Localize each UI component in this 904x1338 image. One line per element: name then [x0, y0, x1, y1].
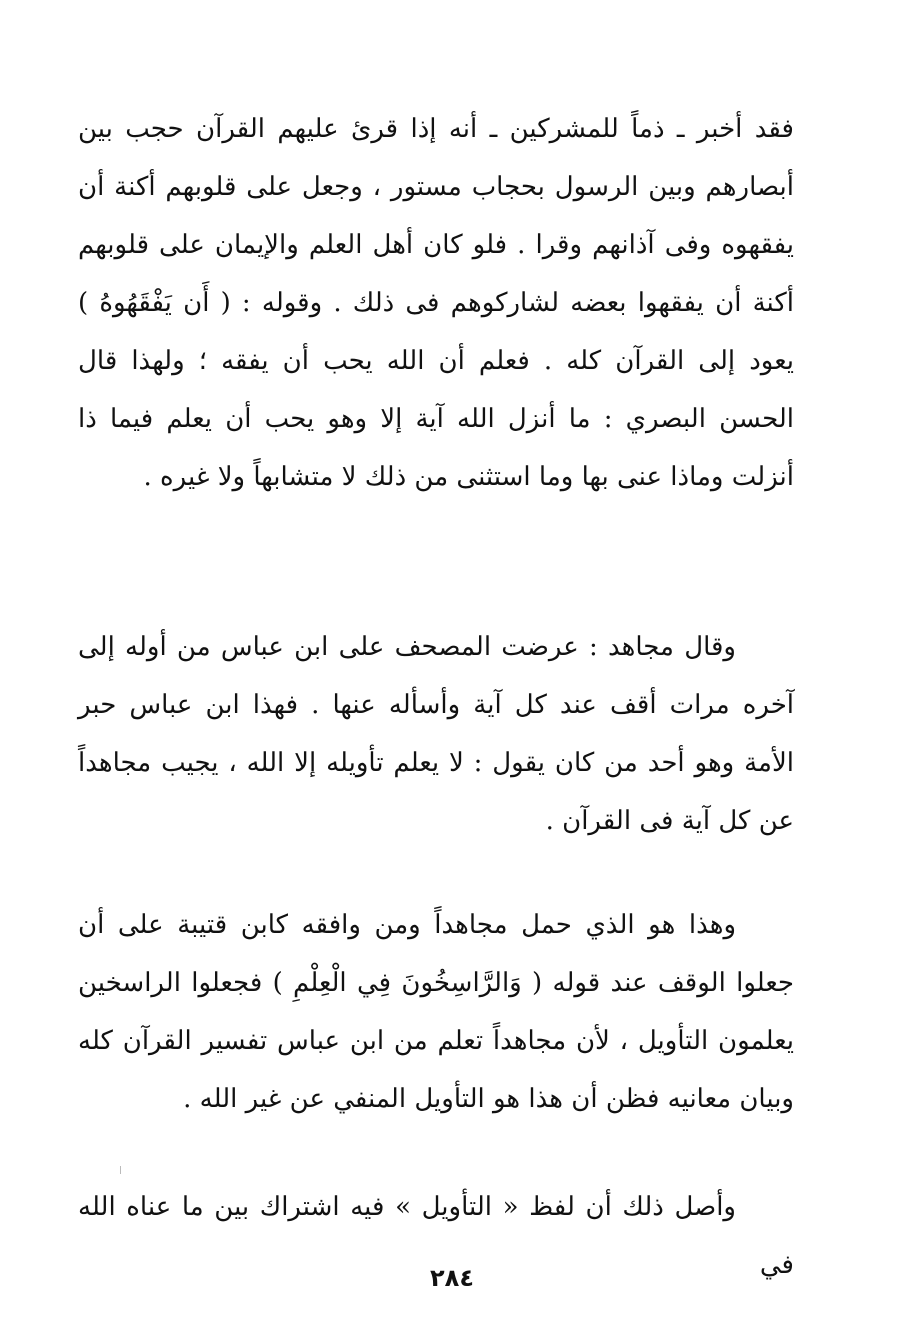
paragraph-quran-understanding: فقد أخبر ـ ذماً للمشركين ـ أنه إذا قرئ عليهم القرآن حجب بين أبصارهم وبين الرسول بحجاب مستور ، وجعل على قلوبهم أكنة أن يفقهوه وفى آذانهم وقرا . فلو كان أهل العلم والإيمان على قلوبهم أكنة أن يفقهوا بعضه لشاركوهم فى ذلك . وقوله : ( أَن يَفْقَهُوهُ ) يعود إلى القرآن كله . فعلم أن الله يحب أن يفقه ؛ ولهذا قال الحسن البصري : ما أنزل الله آية إلا وهو يحب أن يعلم فيما ذا أنزلت وماذا عنى بها وما استثنى من ذلك لا متشابهاً ولا غيره .: [78, 114, 794, 492]
print-speck: [120, 1166, 121, 1174]
paragraph-mujahid-ibn-abbas: وقال مجاهد : عرضت المصحف على ابن عباس من أوله إلى آخره مرات أقف عند كل آية وأسأله عنها . فهذا ابن عباس حبر الأمة وهو أحد من كان يقول : لا يعلم تأويله إلا الله ، يجيب مجاهداً عن كل آية فى القرآن .: [78, 632, 794, 836]
paragraph-waqf-rasikhun: وهذا هو الذي حمل مجاهداً ومن وافقه كابن قتيبة على أن جعلوا الوقف عند قوله ( وَالرَّاسِخُونَ فِي الْعِلْمِ ) فجعلوا الراسخين يعلمون التأويل ، لأن مجاهداً تعلم من ابن عباس تفسير القرآن كله وبيان معانيه فظن أن هذا هو التأويل المنفي عن غير الله .: [78, 910, 794, 1114]
page-number: ٢٨٤: [430, 1264, 474, 1292]
paragraph-tawil-meaning: وأصل ذلك أن لفظ « التأويل » فيه اشتراك بين ما عناه الله في: [78, 1192, 794, 1280]
